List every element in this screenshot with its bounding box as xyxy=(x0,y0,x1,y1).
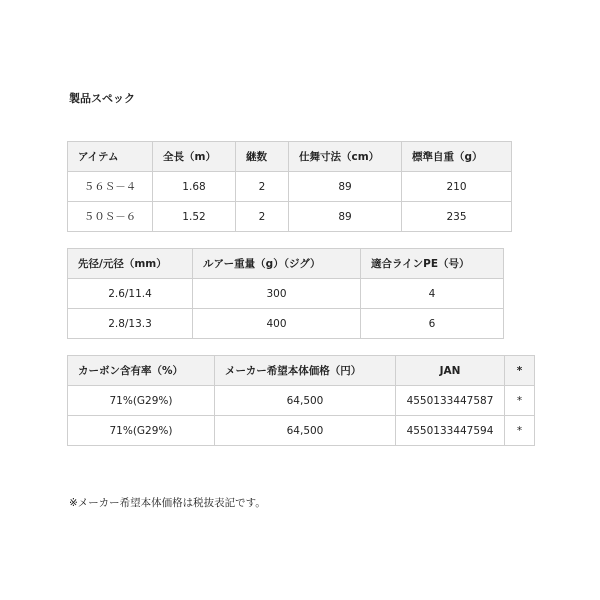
spec-table-tip-lure xyxy=(67,248,504,339)
cell-sections: 2 xyxy=(236,202,289,232)
header-price: メーカー希望本体価格（円） xyxy=(215,356,396,386)
table-row xyxy=(68,386,535,416)
cell-carbon-content: 71%(G29%) xyxy=(68,416,215,446)
header-tip-butt-diameter: 先径/元径（mm） xyxy=(68,249,193,279)
cell-jan: 4550133447594 xyxy=(396,416,505,446)
header-line-pe: 適合ラインPE（号） xyxy=(361,249,504,279)
page-title: 製品スペック xyxy=(69,92,135,105)
header-lure-weight: ルアー重量（g）（ジグ） xyxy=(193,249,361,279)
cell-tip-butt-diameter: 2.8/13.3 xyxy=(68,309,193,339)
cell-item: ５０Ｓ－６ xyxy=(68,202,153,232)
cell-lure-weight: 400 xyxy=(193,309,361,339)
table-header-row xyxy=(68,249,504,279)
cell-closed-length: 89 xyxy=(289,172,402,202)
cell-price: 64,500 xyxy=(215,416,396,446)
header-item: アイテム xyxy=(68,142,153,172)
cell-asterisk: * xyxy=(505,416,535,446)
cell-line-pe: 6 xyxy=(361,309,504,339)
cell-jan: 4550133447587 xyxy=(396,386,505,416)
table-row xyxy=(68,202,512,232)
spec-table-main xyxy=(67,141,512,232)
cell-length: 1.68 xyxy=(153,172,236,202)
cell-weight: 235 xyxy=(402,202,512,232)
cell-tip-butt-diameter: 2.6/11.4 xyxy=(68,279,193,309)
spec-table-carbon-price xyxy=(67,355,535,446)
price-note: ※メーカー希望本体価格は税抜表記です。 xyxy=(69,497,266,509)
header-length: 全長（m） xyxy=(153,142,236,172)
header-carbon-content: カーボン含有率（%） xyxy=(68,356,215,386)
cell-carbon-content: 71%(G29%) xyxy=(68,386,215,416)
cell-weight: 210 xyxy=(402,172,512,202)
table-row xyxy=(68,172,512,202)
cell-item: ５６Ｓ－４ xyxy=(68,172,153,202)
cell-price: 64,500 xyxy=(215,386,396,416)
cell-line-pe: 4 xyxy=(361,279,504,309)
table-header-row xyxy=(68,356,535,386)
cell-sections: 2 xyxy=(236,172,289,202)
header-jan: JAN xyxy=(396,356,505,386)
cell-closed-length: 89 xyxy=(289,202,402,232)
table-row xyxy=(68,279,504,309)
header-closed-length: 仕舞寸法（cm） xyxy=(289,142,402,172)
header-weight: 標準自重（g） xyxy=(402,142,512,172)
cell-asterisk: * xyxy=(505,386,535,416)
cell-length: 1.52 xyxy=(153,202,236,232)
header-asterisk: * xyxy=(505,356,535,386)
table-row xyxy=(68,309,504,339)
table-header-row xyxy=(68,142,512,172)
header-sections: 継数 xyxy=(236,142,289,172)
cell-lure-weight: 300 xyxy=(193,279,361,309)
table-row xyxy=(68,416,535,446)
